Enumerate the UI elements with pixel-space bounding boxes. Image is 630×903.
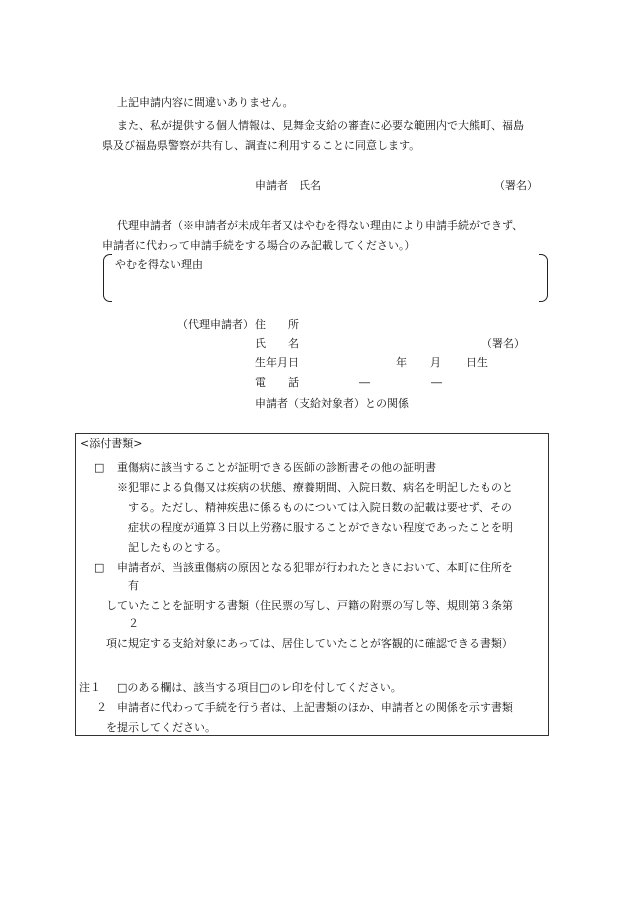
- birth-month-label: 月: [430, 356, 441, 369]
- declaration-line3: 県及び福島県警察が共有し、調査に利用することに同意します。: [102, 139, 421, 152]
- attachment-2-line5: 項に規定する支給対象にあっては、居住していたことが客観的に確認できる書類）: [106, 637, 513, 650]
- attachment-1-note-line1: ※犯罪による負傷又は疾病の状態、療養期間、入院日数、病名を明記したものと: [117, 481, 513, 494]
- proxy-signature-label: （署名）: [481, 337, 525, 350]
- applicant-signature-label: （署名）: [494, 179, 538, 192]
- proxy-phone-label: 電 話: [255, 376, 299, 389]
- proxy-birthdate-label: 生年月日: [255, 356, 299, 369]
- note-2-label: ２: [96, 701, 107, 714]
- birth-day-label: 日生: [466, 356, 488, 369]
- attachment-2-line3: していたことを証明する書類（住民票の写し、戸籍の附票の写し等、規則第３条第: [106, 599, 513, 612]
- applicant-name-label: 申請者 氏名: [255, 179, 321, 192]
- attachment-1-checkbox[interactable]: □: [94, 461, 105, 474]
- attachment-2-line2: 有: [128, 579, 139, 592]
- attachments-heading: <添付書類>: [80, 437, 143, 450]
- note-2-text-line1: 申請者に代わって手続を行う者は、上記書類のほか、申請者との関係を示す書類: [117, 701, 513, 714]
- attachment-2-checkbox[interactable]: □: [94, 561, 105, 574]
- note-1-text: □のある欄は、該当する項目□のレ印を付してください。: [117, 681, 402, 694]
- proxy-heading-line2: 申請者に代わって申請手続をする場合のみ記載してください。）: [102, 239, 416, 252]
- attachment-1-note-line2: する。ただし、精神疾患に係るものについては入院日数の記載は要せず、その: [128, 501, 512, 514]
- proxy-address-label: 住 所: [255, 318, 299, 331]
- proxy-heading-line1: 代理申請者（※申請者が未成年者又はやむを得ない理由により申請手続ができず、: [117, 219, 524, 232]
- birth-year-label: 年: [396, 356, 407, 369]
- reason-bracket-left: [103, 254, 112, 302]
- note-1-label: 注１: [79, 681, 101, 694]
- phone-dash-2: ―: [431, 376, 442, 389]
- reason-bracket-right: [539, 254, 548, 302]
- attachment-1-note-line4: 記したものとする。: [128, 541, 227, 554]
- proxy-section-label: （代理申請者）: [177, 318, 254, 331]
- phone-dash-1: ―: [359, 376, 370, 389]
- attachment-1-note-line3: 症状の程度が通算３日以上労務に服することができない程度であったことを明: [128, 521, 513, 534]
- reason-label: やむを得ない理由: [115, 258, 203, 271]
- note-2-text-line2: を提示してください。: [106, 721, 216, 734]
- attachment-1-text: 重傷病に該当することが証明できる医師の診断書その他の証明書: [117, 461, 436, 474]
- declaration-line1: 上記申請内容に間違いありません。: [117, 96, 294, 109]
- proxy-name-label: 氏 名: [255, 337, 299, 350]
- attachment-2-line4: ２: [128, 617, 139, 630]
- declaration-line2: また、私が提供する個人情報は、見舞金支給の審査に必要な範囲内で大熊町、福島: [117, 119, 524, 132]
- proxy-relation-label: 申請者（支給対象者）との関係: [255, 397, 409, 410]
- attachment-2-line1: 申請者が、当該重傷病の原因となる犯罪が行われたときにおいて、本町に住所を: [117, 561, 513, 574]
